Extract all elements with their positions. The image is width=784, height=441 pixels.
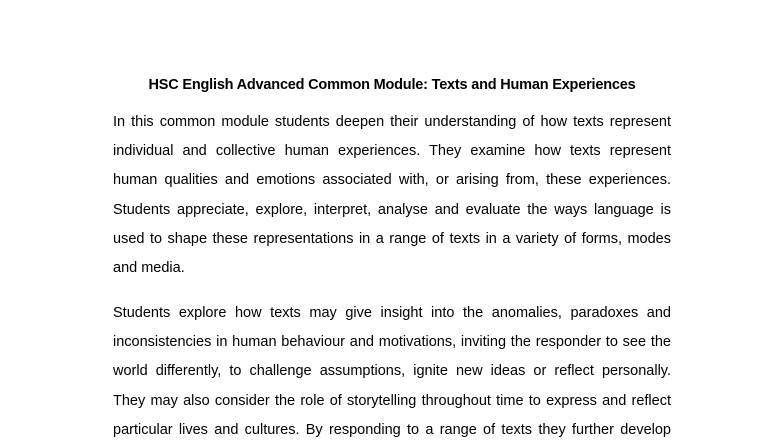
document-title: HSC English Advanced Common Module: Texts and Human Experiences — [148, 77, 636, 93]
paragraph-line: inconsistencies in human behaviour and motivations, inviting the responder to see the — [113, 334, 671, 351]
paragraph-line: particular lives and cultures. By responding to a range of texts they further develop — [113, 421, 671, 438]
paragraph-line: Students explore how texts may give insight into the anomalies, paradoxes and — [113, 305, 671, 321]
paragraph-line: They may also consider the role of storytelling throughout time to express and reflect — [113, 392, 671, 409]
paragraph-line: In this common module students deepen their understanding of how texts represent — [113, 114, 671, 130]
paragraph-line: human qualities and emotions associated with, or arising from, these experiences. — [113, 172, 671, 189]
paragraph-line: Students appreciate, explore, interpret, analyse and evaluate the ways language is — [113, 201, 671, 218]
paragraph-2 — [113, 299, 671, 441]
paragraph-line: and media. — [113, 260, 185, 277]
paragraph-line: used to shape these representations in a range of texts in a variety of forms, modes — [113, 230, 671, 247]
paragraph-1 — [113, 108, 671, 283]
paragraph-line: world differently, to challenge assumptions, ignite new ideas or reflect personally. — [113, 363, 671, 380]
paragraph-line: individual and collective human experiences. They examine how texts represent — [113, 143, 671, 160]
